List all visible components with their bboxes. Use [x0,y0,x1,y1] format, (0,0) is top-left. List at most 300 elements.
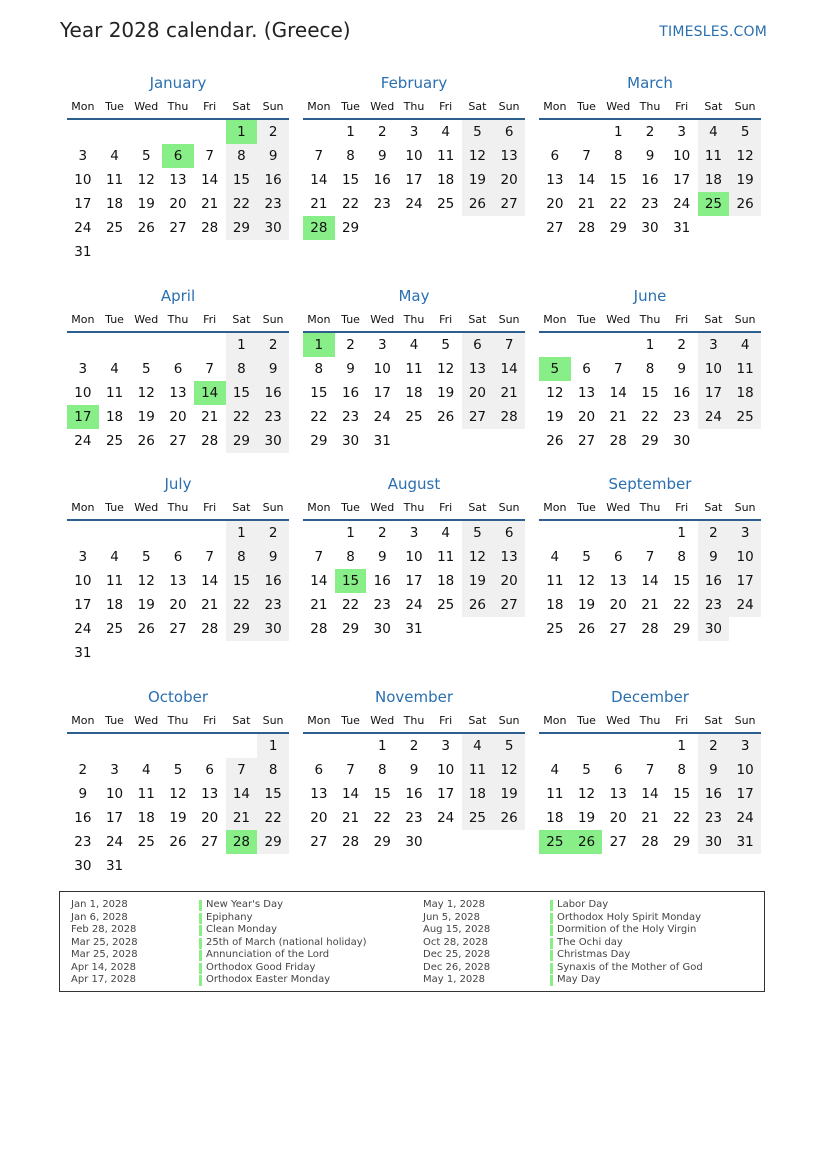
day-cell: 29 [673,621,691,637]
day-cell: 3 [78,361,88,377]
holiday-day-cell: 5 [539,357,571,381]
weekday-label: Sun [262,714,284,727]
day-cell: 23 [373,196,391,212]
day-cell: 7 [582,148,591,164]
day-cell: 21 [310,196,328,212]
legend-holiday-marker [199,925,202,936]
day-cell: 16 [405,786,423,802]
weekday-header [539,710,761,734]
month-august [303,471,525,637]
weekday-header [539,309,761,333]
day-cell: 23 [74,834,92,850]
day-cell: 29 [310,433,328,449]
day-cell: 4 [141,762,151,778]
day-cell: 10 [405,148,423,164]
day-cell: 12 [577,786,596,802]
day-cell: 16 [673,385,691,401]
day-cell: 6 [582,361,591,377]
day-cell: 9 [377,549,387,565]
month-february [303,70,525,236]
day-cell: 15 [257,782,289,806]
day-cell: 2 [409,738,419,754]
holiday-day-cell: 14 [194,381,226,405]
day-cell: 21 [577,196,596,212]
day-cell: 7 [314,549,324,565]
day-cell: 18 [437,573,455,589]
weekday-label: Mon [543,313,567,326]
day-cell: 5 [441,337,450,353]
weekday-label: Mon [71,313,95,326]
legend-date: Apr 17, 2028 [71,974,137,985]
day-cell: 20 [462,381,494,405]
day-cell: 9 [698,545,730,569]
day-cell: 22 [609,196,627,212]
weekday-label: Fri [203,501,217,514]
legend-date: Aug 15, 2028 [423,924,491,935]
day-cell: 27 [169,433,187,449]
weekday-label: Sat [468,501,487,514]
weekday-label: Sat [704,100,723,113]
weekday-label: Mon [543,501,567,514]
day-cell: 30 [405,834,423,850]
day-cell: 22 [673,810,691,826]
day-cell: 30 [673,433,691,449]
day-cell: 17 [74,196,92,212]
day-cell: 17 [698,381,730,405]
month-title: August [387,475,441,493]
day-cell: 3 [441,738,450,754]
month-april [67,283,289,449]
day-cell: 20 [493,168,525,192]
day-cell: 3 [698,333,730,357]
weekday-label: Thu [639,100,661,113]
day-cell: 19 [577,810,596,826]
day-cell: 26 [137,220,155,236]
site-brand-link[interactable]: TIMESLES.COM [659,24,767,40]
weekday-label: Sun [734,501,756,514]
day-cell: 5 [173,762,183,778]
day-cell: 12 [546,385,564,401]
day-cell: 2 [377,525,387,541]
day-cell: 24 [437,810,455,826]
day-cell: 13 [493,545,525,569]
day-cell: 24 [405,196,423,212]
day-cell: 16 [257,168,289,192]
holiday-day-cell: 1 [226,120,258,144]
day-cell: 27 [577,433,596,449]
weekday-label: Tue [341,501,360,514]
day-cell: 6 [205,762,214,778]
day-cell: 8 [613,148,623,164]
day-cell: 12 [577,573,596,589]
day-cell: 25 [105,220,124,236]
day-cell: 16 [74,810,92,826]
day-cell: 22 [641,409,659,425]
day-cell: 2 [645,124,655,140]
day-cell: 9 [257,144,289,168]
day-cell: 10 [673,148,691,164]
day-cell: 1 [257,734,289,758]
day-cell: 22 [341,597,360,613]
day-cell: 8 [226,545,258,569]
legend-date: Feb 28, 2028 [71,924,137,935]
month-title: February [380,74,448,92]
day-cell: 19 [437,385,455,401]
day-cell: 7 [314,148,324,164]
day-cell: 10 [729,545,761,569]
weekday-label: Fri [439,313,453,326]
day-cell: 29 [341,220,360,236]
day-cell: 1 [346,525,355,541]
weekday-label: Tue [577,313,596,326]
day-cell: 25 [546,621,564,637]
day-cell: 31 [74,645,92,661]
day-cell: 13 [609,786,627,802]
day-cell: 2 [257,333,289,357]
day-cell: 23 [373,597,391,613]
day-cell: 15 [226,569,258,593]
weekday-header [67,710,289,734]
day-cell: 15 [226,381,258,405]
day-cell: 21 [201,597,219,613]
weekday-label: Sun [734,313,756,326]
legend-holiday-marker [199,913,202,924]
day-cell: 19 [137,409,155,425]
day-cell: 4 [441,124,450,140]
day-cell: 18 [105,597,124,613]
day-cell: 15 [310,385,328,401]
month-may [303,283,525,449]
legend-holiday-name: Dormition of the Holy Virgin [557,924,697,935]
day-cell: 11 [137,786,155,802]
day-cell: 11 [729,357,761,381]
day-cell: 22 [373,810,391,826]
weekday-label: Wed [370,714,395,727]
month-title: November [374,688,454,706]
day-cell: 3 [409,124,419,140]
day-cell: 6 [550,148,560,164]
day-cell: 6 [493,521,525,545]
day-cell: 20 [609,597,627,613]
legend-date: Jan 6, 2028 [71,911,128,923]
day-cell: 22 [226,593,258,617]
day-cell: 11 [405,361,423,377]
day-cell: 28 [201,621,219,637]
day-cell: 2 [257,521,289,545]
day-cell: 28 [201,433,219,449]
month-title: July [164,475,192,493]
weekday-label: Sun [498,501,520,514]
day-cell: 1 [226,521,258,545]
day-cell: 20 [169,597,187,613]
day-cell: 26 [462,593,494,617]
day-cell: 10 [437,762,455,778]
weekday-header [303,497,525,521]
month-title: April [160,287,196,305]
legend-holiday-name: May Day [557,974,601,985]
day-cell: 12 [462,144,494,168]
day-cell: 8 [645,361,655,377]
month-july [67,471,289,661]
day-cell: 8 [377,762,387,778]
day-cell: 13 [493,144,525,168]
day-cell: 15 [226,168,258,192]
day-cell: 26 [137,433,155,449]
day-cell: 20 [169,409,187,425]
weekday-label: Thu [167,714,189,727]
day-cell: 16 [341,385,360,401]
day-cell: 26 [169,834,187,850]
day-cell: 27 [201,834,219,850]
month-title: December [611,688,689,706]
day-cell: 13 [577,385,596,401]
day-cell: 25 [405,409,423,425]
day-cell: 18 [137,810,155,826]
weekday-label: Sat [704,501,723,514]
weekday-label: Thu [639,313,661,326]
day-cell: 5 [462,521,494,545]
day-cell: 19 [462,569,494,593]
weekday-label: Sun [262,313,284,326]
weekday-label: Thu [639,714,661,727]
day-cell: 23 [257,405,289,429]
weekday-label: Tue [105,313,124,326]
day-cell: 14 [609,385,627,401]
day-cell: 7 [205,361,214,377]
day-cell: 13 [169,573,187,589]
weekday-label: Fri [203,100,217,113]
day-cell: 16 [373,172,391,188]
day-cell: 22 [226,192,258,216]
day-cell: 18 [729,381,761,405]
day-cell: 25 [729,405,761,429]
day-cell: 4 [110,549,119,565]
day-cell: 12 [493,758,525,782]
weekday-label: Sat [232,501,251,514]
day-cell: 7 [493,333,525,357]
day-cell: 14 [310,172,328,188]
day-cell: 25 [462,806,494,830]
holiday-day-cell: 17 [67,405,99,429]
day-cell: 2 [346,337,355,353]
legend-holiday-marker [550,975,553,986]
legend-holiday-name: The Ochi day [557,936,623,948]
day-cell: 12 [462,545,494,569]
weekday-label: Tue [105,100,124,113]
holiday-day-cell: 1 [303,333,335,357]
weekday-header [539,96,761,120]
day-cell: 4 [441,525,450,541]
weekday-label: Sat [468,313,487,326]
weekday-label: Mon [543,714,567,727]
day-cell: 24 [405,597,423,613]
day-cell: 30 [257,617,289,641]
day-cell: 27 [169,220,187,236]
legend-holiday-name: Christmas Day [557,949,631,960]
day-cell: 2 [698,521,730,545]
legend-holiday-name: Synaxis of the Mother of God [557,961,703,973]
day-cell: 9 [645,148,655,164]
holiday-day-cell: 25 [698,192,730,216]
day-cell: 24 [74,220,92,236]
day-cell: 7 [205,549,214,565]
day-cell: 30 [373,621,391,637]
day-cell: 17 [405,172,423,188]
day-cell: 19 [169,810,187,826]
day-cell: 3 [110,762,119,778]
day-cell: 26 [462,192,494,216]
legend-date: Jun 5, 2028 [423,911,480,923]
weekday-header [303,96,525,120]
weekday-label: Wed [606,714,631,727]
legend-holiday-name: Annunciation of the Lord [206,949,330,960]
legend-date: Oct 28, 2028 [423,936,488,948]
day-cell: 31 [74,244,92,260]
day-cell: 28 [641,621,659,637]
day-cell: 6 [613,549,623,565]
day-cell: 15 [673,786,691,802]
day-cell: 4 [550,762,560,778]
day-cell: 3 [78,549,88,565]
day-cell: 20 [201,810,219,826]
day-cell: 22 [310,409,328,425]
legend-holiday-marker [199,975,202,986]
weekday-label: Tue [105,714,124,727]
day-cell: 23 [405,810,423,826]
weekday-label: Mon [71,714,95,727]
weekday-label: Thu [167,100,189,113]
day-cell: 24 [74,433,92,449]
day-cell: 8 [346,148,355,164]
legend-holiday-marker [199,938,202,949]
weekday-label: Mon [307,501,331,514]
weekday-label: Sat [468,714,487,727]
page-title: Year 2028 calendar. (Greece) [60,18,351,42]
day-cell: 28 [341,834,360,850]
day-cell: 10 [74,573,92,589]
weekday-label: Thu [403,714,425,727]
weekday-label: Mon [71,100,95,113]
weekday-header [303,309,525,333]
day-cell: 21 [641,810,659,826]
day-cell: 3 [78,148,88,164]
day-cell: 25 [437,196,455,212]
day-cell: 8 [677,762,686,778]
day-cell: 19 [546,409,564,425]
weekday-label: Sat [232,100,251,113]
legend-holiday-name: 25th of March (national holiday) [206,936,367,948]
legend-holiday-name: Orthodox Easter Monday [206,974,331,985]
legend-holiday-name: Epiphany [206,911,253,923]
weekday-label: Fri [675,501,689,514]
day-cell: 11 [105,573,124,589]
day-cell: 26 [137,621,155,637]
weekday-label: Fri [439,714,453,727]
day-cell: 1 [677,738,686,754]
day-cell: 16 [373,573,391,589]
day-cell: 18 [546,810,564,826]
month-title: March [627,74,673,92]
day-cell: 3 [409,525,419,541]
day-cell: 19 [137,597,155,613]
day-cell: 11 [698,144,730,168]
day-cell: 4 [110,361,119,377]
day-cell: 11 [105,172,124,188]
day-cell: 27 [462,405,494,429]
weekday-label: Wed [370,501,395,514]
day-cell: 13 [201,786,219,802]
day-cell: 16 [698,569,730,593]
day-cell: 7 [645,762,655,778]
day-cell: 4 [729,333,761,357]
weekday-label: Wed [134,714,159,727]
day-cell: 18 [105,196,124,212]
weekday-label: Fri [439,501,453,514]
day-cell: 1 [377,738,387,754]
day-cell: 14 [641,573,659,589]
weekday-label: Thu [403,501,425,514]
day-cell: 28 [577,220,596,236]
day-cell: 30 [641,220,659,236]
day-cell: 13 [169,172,187,188]
day-cell: 31 [405,621,423,637]
weekday-label: Tue [341,714,360,727]
legend-date: Mar 25, 2028 [71,936,138,948]
day-cell: 27 [609,621,627,637]
day-cell: 21 [641,597,659,613]
day-cell: 20 [169,196,187,212]
day-cell: 15 [341,172,360,188]
day-cell: 26 [493,806,525,830]
weekday-label: Thu [403,100,425,113]
day-cell: 16 [698,782,730,806]
day-cell: 15 [641,385,659,401]
day-cell: 29 [226,429,258,453]
month-march [539,70,761,236]
day-cell: 17 [729,782,761,806]
day-cell: 23 [341,409,360,425]
day-cell: 22 [341,196,360,212]
holiday-day-cell: 25 [539,830,571,854]
day-cell: 10 [373,361,391,377]
day-cell: 7 [226,758,258,782]
legend-holiday-name: Orthodox Good Friday [206,961,316,973]
day-cell: 10 [74,172,92,188]
weekday-label: Wed [370,100,395,113]
day-cell: 31 [729,830,761,854]
day-cell: 8 [346,549,355,565]
day-cell: 12 [437,361,455,377]
day-cell: 24 [74,621,92,637]
month-december [539,684,761,850]
day-cell: 28 [310,621,328,637]
day-cell: 20 [577,409,596,425]
legend-date: Dec 26, 2028 [423,961,491,973]
weekday-label: Mon [307,714,331,727]
weekday-label: Wed [606,501,631,514]
day-cell: 18 [546,597,564,613]
day-cell: 3 [729,734,761,758]
day-cell: 4 [462,734,494,758]
day-cell: 17 [405,573,423,589]
month-title: January [149,74,207,92]
weekday-label: Wed [134,501,159,514]
weekday-label: Tue [341,100,360,113]
weekday-label: Sat [468,100,487,113]
day-cell: 7 [205,148,214,164]
day-cell: 28 [609,433,627,449]
day-cell: 30 [257,429,289,453]
